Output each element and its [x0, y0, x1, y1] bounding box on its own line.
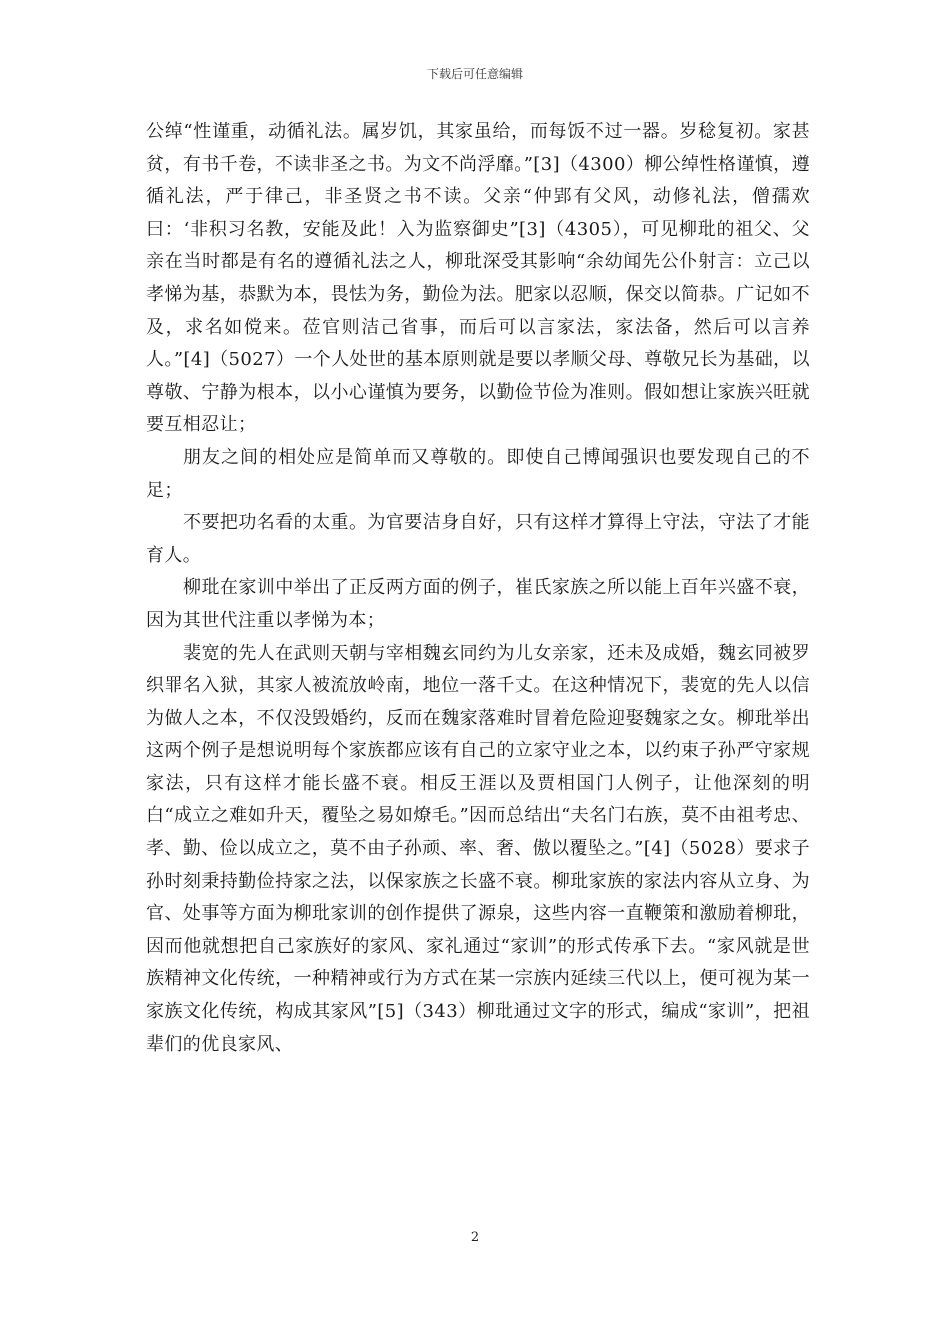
page-header: 下载后可任意编辑 [426, 67, 523, 81]
paragraph-3: 不要把功名看的太重。为官要洁身自好，只有这样才算得上守法，守法了才能育人。 [146, 512, 810, 566]
page-number: 2 [470, 1230, 480, 1245]
document-body [146, 116, 810, 1061]
paragraph-5: 裴宽的先人在武则天朝与宰相魏玄同约为儿女亲家，还未及成婚，魏玄同被罗织罪名入狱，其家人被流放岭南，地位一落千丈。在这种情况下，裴宽的先人以信为做人之本，不仅没毁婚约，反而在魏家落难时冒着危险迎娶魏家之女。柳玭举出这两个例子是想说明每个家族都应该有自己的立家守业之本，以约束子孙严守家规家法，只有这样才能长盛不衰。相反王涯以及贾相国门人例子，让他深刻的明白“成立之难如升天，覆坠之易如燎毛。”因而总结出“夫名门右族，莫不由祖考忠、孝、勤、俭以成立之，莫不由子孙顽、率、奢、傲以覆坠之。”[4]（5028）要求子孙时刻秉持勤俭持家之法，以保家族之长盛不衰。柳玭家族的家法内容从立身、为官、处事等方面为柳玭家训的创作提供了源泉，这些内容一直鞭策和激励着柳玭，因而他就想把自己家族好的家风、家礼通过“家训”的形式传承下去。“家风就是世族精神文化传统，一种精神或行为方式在某一宗族内延续三代以上，便可视为某一家族文化传统，构成其家风”[5]（343）柳玭通过文字的形式，编成“家训”，把祖辈们的优良家风、 [146, 642, 810, 1055]
paragraph-2: 朋友之间的相处应是简单而又尊敬的。即使自己博闻强识也要发现自己的不足； [146, 446, 810, 501]
paragraph-4: 柳玭在家训中举出了正反两方面的例子，崔氏家族之所以能上百年兴盛不衰，因为其世代注重以孝悌为本； [146, 577, 810, 631]
paragraph-1: 公绰“性谨重，动循礼法。属岁饥，其家虽给，而每饭不过一器。岁稔复初。家甚贫，有书千卷，不读非圣之书。为文不尚浮靡。”[3]（4300）柳公绰性格谨慎，遵循礼法，严于律己，非圣贤之书不读。父亲“仲郢有父风，动修礼法，僧孺欢曰：‘非积习名教，安能及此！入为监察御史”[3]（4305），可见柳玭的祖父、父亲在当时都是有名的遵循礼法之人，柳玭深受其影响“余幼闻先公仆射言：立己以孝悌为基，恭默为本，畏怯为务，勤俭为法。肥家以忍顺，保交以简恭。广记如不及，求名如傥来。莅官则洁己省事，而后可以言家法，家法备，然后可以言养人。”[4]（5027）一个人处世的基本原则就是要以孝顺父母、尊敬兄长为基础，以尊敬、宁静为根本，以小心谨慎为要务，以勤俭节俭为准则。假如想让家族兴旺就要互相忍让； [146, 121, 810, 436]
